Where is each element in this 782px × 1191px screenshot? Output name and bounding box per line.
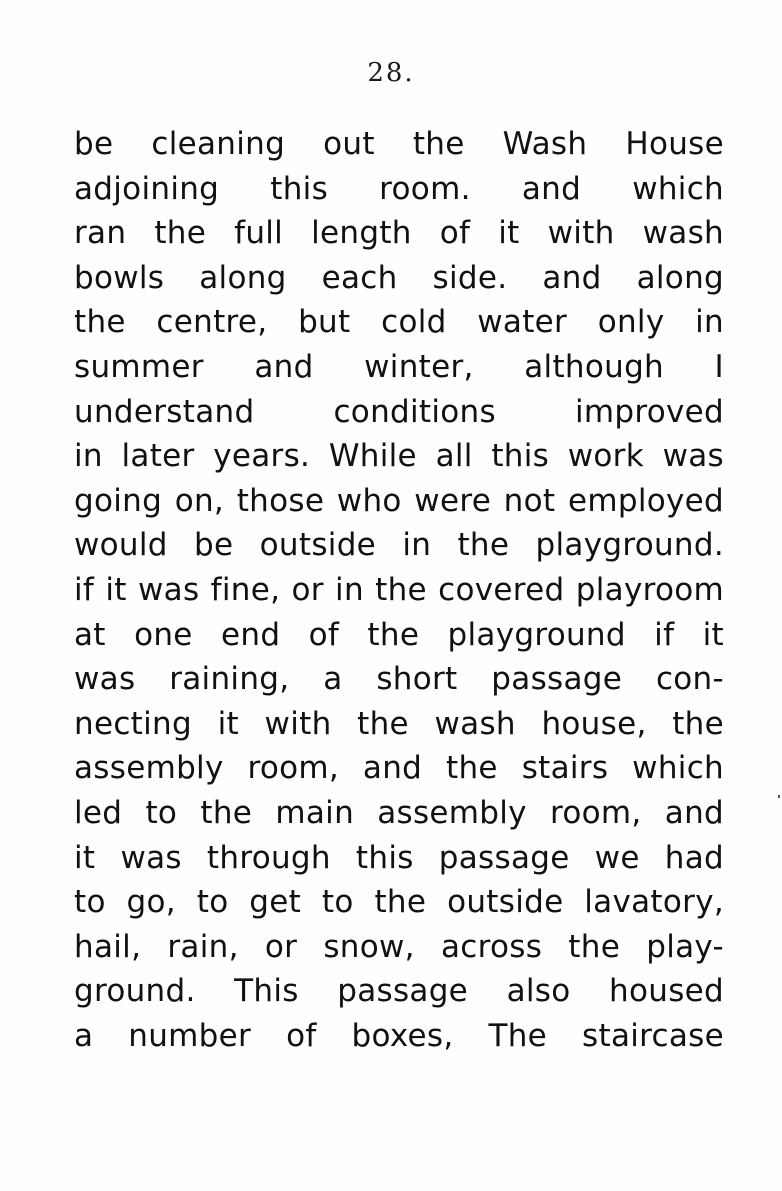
text-line: hail, rain, or snow, across the play- bbox=[74, 928, 724, 965]
text-line: assembly room, and the stairs which bbox=[74, 750, 724, 787]
text-line: was raining, a short passage con- bbox=[74, 661, 724, 698]
text-line: summer and winter, although I bbox=[74, 348, 724, 385]
text-line: led to the main assembly room, and bbox=[74, 794, 724, 831]
text-line: it was through this passage we had bbox=[74, 839, 724, 876]
text-line: adjoining this room. and which bbox=[74, 170, 724, 207]
text-line: in later years. While all this work was bbox=[74, 438, 724, 475]
text-line: be cleaning out the Wash House bbox=[74, 126, 724, 162]
text-line: ground. This passage also housed bbox=[74, 973, 724, 1010]
text-line: ran the full length of it with wash bbox=[74, 215, 724, 252]
text-line: bowls along each side. and along bbox=[74, 259, 724, 296]
text-line: a number of boxes, The staircase bbox=[74, 1017, 724, 1054]
text-line: necting it with the wash house, the bbox=[74, 705, 724, 742]
text-line: would be outside in the playground. bbox=[74, 527, 724, 564]
scan-speck bbox=[778, 795, 780, 798]
text-line: if it was fine, or in the covered playroom bbox=[74, 571, 724, 608]
text-line: going on, those who were not employed bbox=[74, 482, 724, 519]
page-number: 28. bbox=[367, 58, 415, 88]
page-body-text bbox=[74, 122, 724, 1058]
text-line: understand conditions improved bbox=[74, 393, 724, 430]
text-line: the centre, but cold water only in bbox=[74, 304, 724, 341]
text-line: to go, to get to the outside lavatory, bbox=[74, 884, 724, 921]
text-line: at one end of the playground if it bbox=[74, 616, 724, 653]
